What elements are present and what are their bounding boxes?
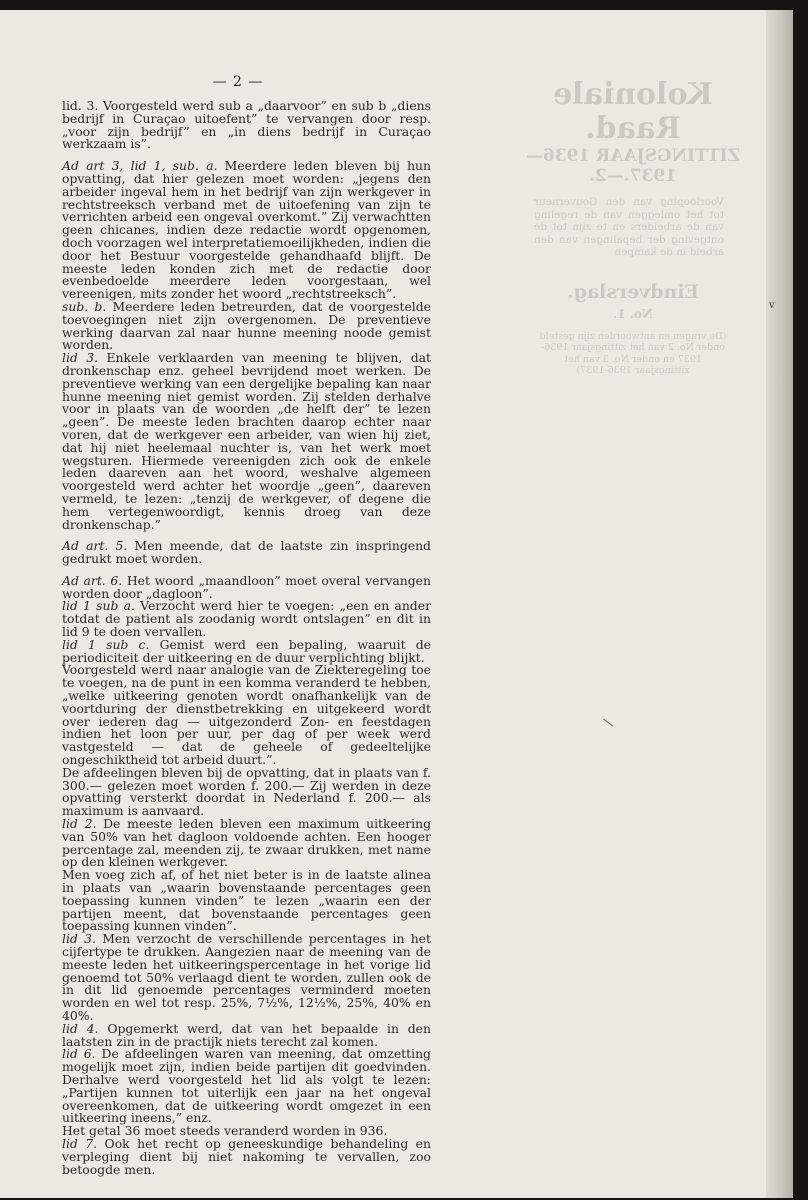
page-number: — 2 — <box>212 74 264 90</box>
paragraph-lead: Ad art. 6. <box>62 572 123 588</box>
paragraph-text: lid. 3. Voorgesteld werd sub a „daarvoor” en sub b „diens bedrijf in Curaçao uitoefent” te vervangen door resp. „voor zijn bedrijf” en „in diens bedrijf in Curaçao werkzaam is”. <box>62 98 431 152</box>
paragraph-text: Opgemerkt werd, dat van het bepaalde in den laatsten zin in de practijk niets terecht zal komen. <box>62 1020 431 1049</box>
paragraph-text: De afdeelingen bleven bij de opvatting, dat in plaats van f. 300.— gelezen moet worden f. 200.— Zij werden in deze opvatting versterkt doordat in Nederland f. 200.— als maximum is aanvaard. <box>62 764 431 819</box>
paragraph <box>62 636 431 665</box>
paragraph-text: Het getal 36 moet steeds veranderd worden in 936. <box>62 1123 388 1139</box>
bleed-sub: No. 1. <box>613 306 653 321</box>
paragraph-lead: Ad art. 5. <box>62 538 128 554</box>
paragraph <box>62 298 431 353</box>
paragraph-text: Enkele verklaarden van meening te blijven, dat dronkenschap enz. geheel bevrijdend moet werken. De preventieve werking van een dergelijke bepaling kan naar hunne meening niet gemist worden. Zij stelden derhalve voor in plaats van de woorden „de helft der” te lezen „geen”. De meeste leden brachten daarop echter naar voren, dat de werkgever een arbeider, van wien hij ziet, dat hij niet heelemaal nuchter is, van het werk moet wegsturen. Hiermede vereenigden zich ook de enkele leden daareven aan het woord, weshalve algemeen voorgesteld werd achter het woordje „geen”, daareven vermeld, te lezen: „tenzij de werkgever, of degene die hem vertegenwoordigt, kennis droeg van deze dronkenschap.” <box>62 350 431 532</box>
paragraph-lead: lid 1 sub c. <box>62 636 150 652</box>
bleed-through-text <box>502 60 764 376</box>
paragraph-text: Ook het recht op geneeskundige behandeling en verpleging dient bij niet nakoming te vervallen, zoo betoogde men. <box>62 1135 431 1177</box>
paragraph-lead: lid 6. <box>62 1046 96 1062</box>
bleed-title: Koloniale Raad. <box>553 77 713 146</box>
paragraph-text: Verzocht werd hier te voegen: „een en ander totdat de patient als zoodanig wordt ontslagen” en dit in lid 9 te doen vervallen. <box>62 598 431 640</box>
paragraph-text: Men voeg zich af, of het niet beter is in de laatste alinea in plaats van „waarin bovenstaande percentages geen toepassing kunnen vinden” te lezen „waarin een der partijen meent, dat bovenstaande percentages geen toepassing kunnen vinden”. <box>62 867 431 934</box>
paragraph <box>62 572 431 601</box>
bleed-intro: Voorlooping van den Gouverneur tot het omleggen van de regeling van de arbeiders en te zijn tot de ontgeving der bepalingen van den arbeid in de kampen <box>534 196 724 258</box>
body-text <box>62 100 431 1176</box>
paragraph-lead: lid 3. <box>62 931 96 947</box>
paragraph-lead: lid 7. <box>62 1135 98 1151</box>
paragraph-lead: lid 3. <box>62 350 99 366</box>
paragraph-text: Men verzocht de verschillende percentages in het cijfertype te drukken. Aangezien naar de meening van de meeste leden het uitkeeringspercentage in het vorige lid genoemd tot 50% verlaagd dient te worden, zullen ook de in dit lid genoemde percentages verminderd moeten worden en wel tot resp. 25%, 7½%, 12½%, 25%, 40% en 40%. <box>62 931 431 1023</box>
paragraph-text: Het woord „maandloon” moet overal vervangen worden door „dagloon”. <box>62 572 431 601</box>
paragraph <box>62 540 431 566</box>
document-page <box>0 10 793 1198</box>
paragraph-lead: Ad art 3, lid 1, sub. a. <box>62 158 218 174</box>
paragraph <box>62 818 431 869</box>
bleed-session: ZITTINGSJAAR 1936—1937.—2. <box>525 146 741 186</box>
paragraph-text: Meerdere leden bleven bij hun opvatting, dat hier gelezen moet worden: „jegens den arbeider ingeval hem in het bedrijf van zijn werkgever in rechtstreeksch verband met de uitoefening van zijn te verrichten arbeid een ongeval overkomt.” Zij verwachtten geen chicanes, indien deze redactie wordt opgenomen, doch voorzagen wel interpretatiemoeilijkheden, indien die door het Bestuur voorgestelde gehandhaafd blijft. De meeste leden konden zich met de redactie door evenbedoelde meerdere leden voorgestaan, wel vereenigen, mits zonder het woord „rechtstreeksch”. <box>62 158 432 302</box>
paragraph <box>62 869 431 933</box>
paragraph <box>62 600 431 638</box>
paragraph-lead: lid 2. <box>62 816 97 832</box>
bleed-heading: Eindverslag. <box>566 280 700 303</box>
margin-dash <box>603 718 613 726</box>
paragraph-lead: sub. b. <box>62 298 107 314</box>
paragraph-text: De meeste leden bleven een maximum uitkeering van 50% van het dagloon voldoende achten. Een hooger percentage zal, meenden zij, te zwaar drukken, met name op den kleinen werkgever. <box>62 816 431 870</box>
paragraph-lead: lid 1 sub a. <box>62 598 135 614</box>
paragraph <box>62 1135 431 1177</box>
paragraph <box>62 1020 431 1049</box>
paragraph <box>62 664 431 766</box>
paragraph <box>62 933 431 1023</box>
paragraph-lead: lid 4. <box>62 1020 99 1036</box>
paragraph-text: Voorgesteld werd naar analogie van de Ziekteregeling toe te voegen, na de punt in een komma veranderd te hebben, „welke uitkeering genoten wordt onafhankelijk van de voortduring der dienstbetrekking en uitgekeerd wordt over iederen dag — uitgezonderd Zon- en feestdagen indien het loon per uur, per dag of per week werd vastgesteld — dat de geheele of gedeeltelijke ongeschiktheid tot arbeid duurt.”. <box>62 662 431 768</box>
paragraph <box>62 160 431 301</box>
paragraph-text: Gemist werd een bepaling, waaruit de periodiciteit der uitkeering en de duur verplichting blijkt. <box>62 636 431 665</box>
paragraph-text: De afdeelingen waren van meening, dat omzetting mogelijk moet zijn, indien beide partijen dit goedvinden. Derhalve werd voorgesteld het lid als volgt te lezen: „Partijen kunnen tot uiterlijk een jaar na het ongeval overeenkomen, dat de uitkeering wordt omgezet in een uitkeering ineens,” enz. <box>62 1046 431 1126</box>
paragraph <box>62 352 431 531</box>
paragraph-text: Men meende, dat de laatste zin inspringend gedrukt moet worden. <box>62 538 431 567</box>
bleed-note: (De vragen en antwoorden zijn gesteld onder No. 2 van het zittingsjaar 1936-1937 en onder No. 3 van het zittingsjaar 1936-1937) <box>539 330 727 376</box>
paragraph <box>62 1048 431 1125</box>
paragraph <box>62 100 431 151</box>
margin-mark: v <box>769 300 775 311</box>
paragraph-text: Meerdere leden betreurden, dat de voorgestelde toevoegingen niet zijn overgenomen. De preventieve werking daarvan zal naar hunne meening noode gemist worden. <box>62 298 431 353</box>
binding-gutter <box>766 10 793 1198</box>
paragraph <box>62 764 431 819</box>
